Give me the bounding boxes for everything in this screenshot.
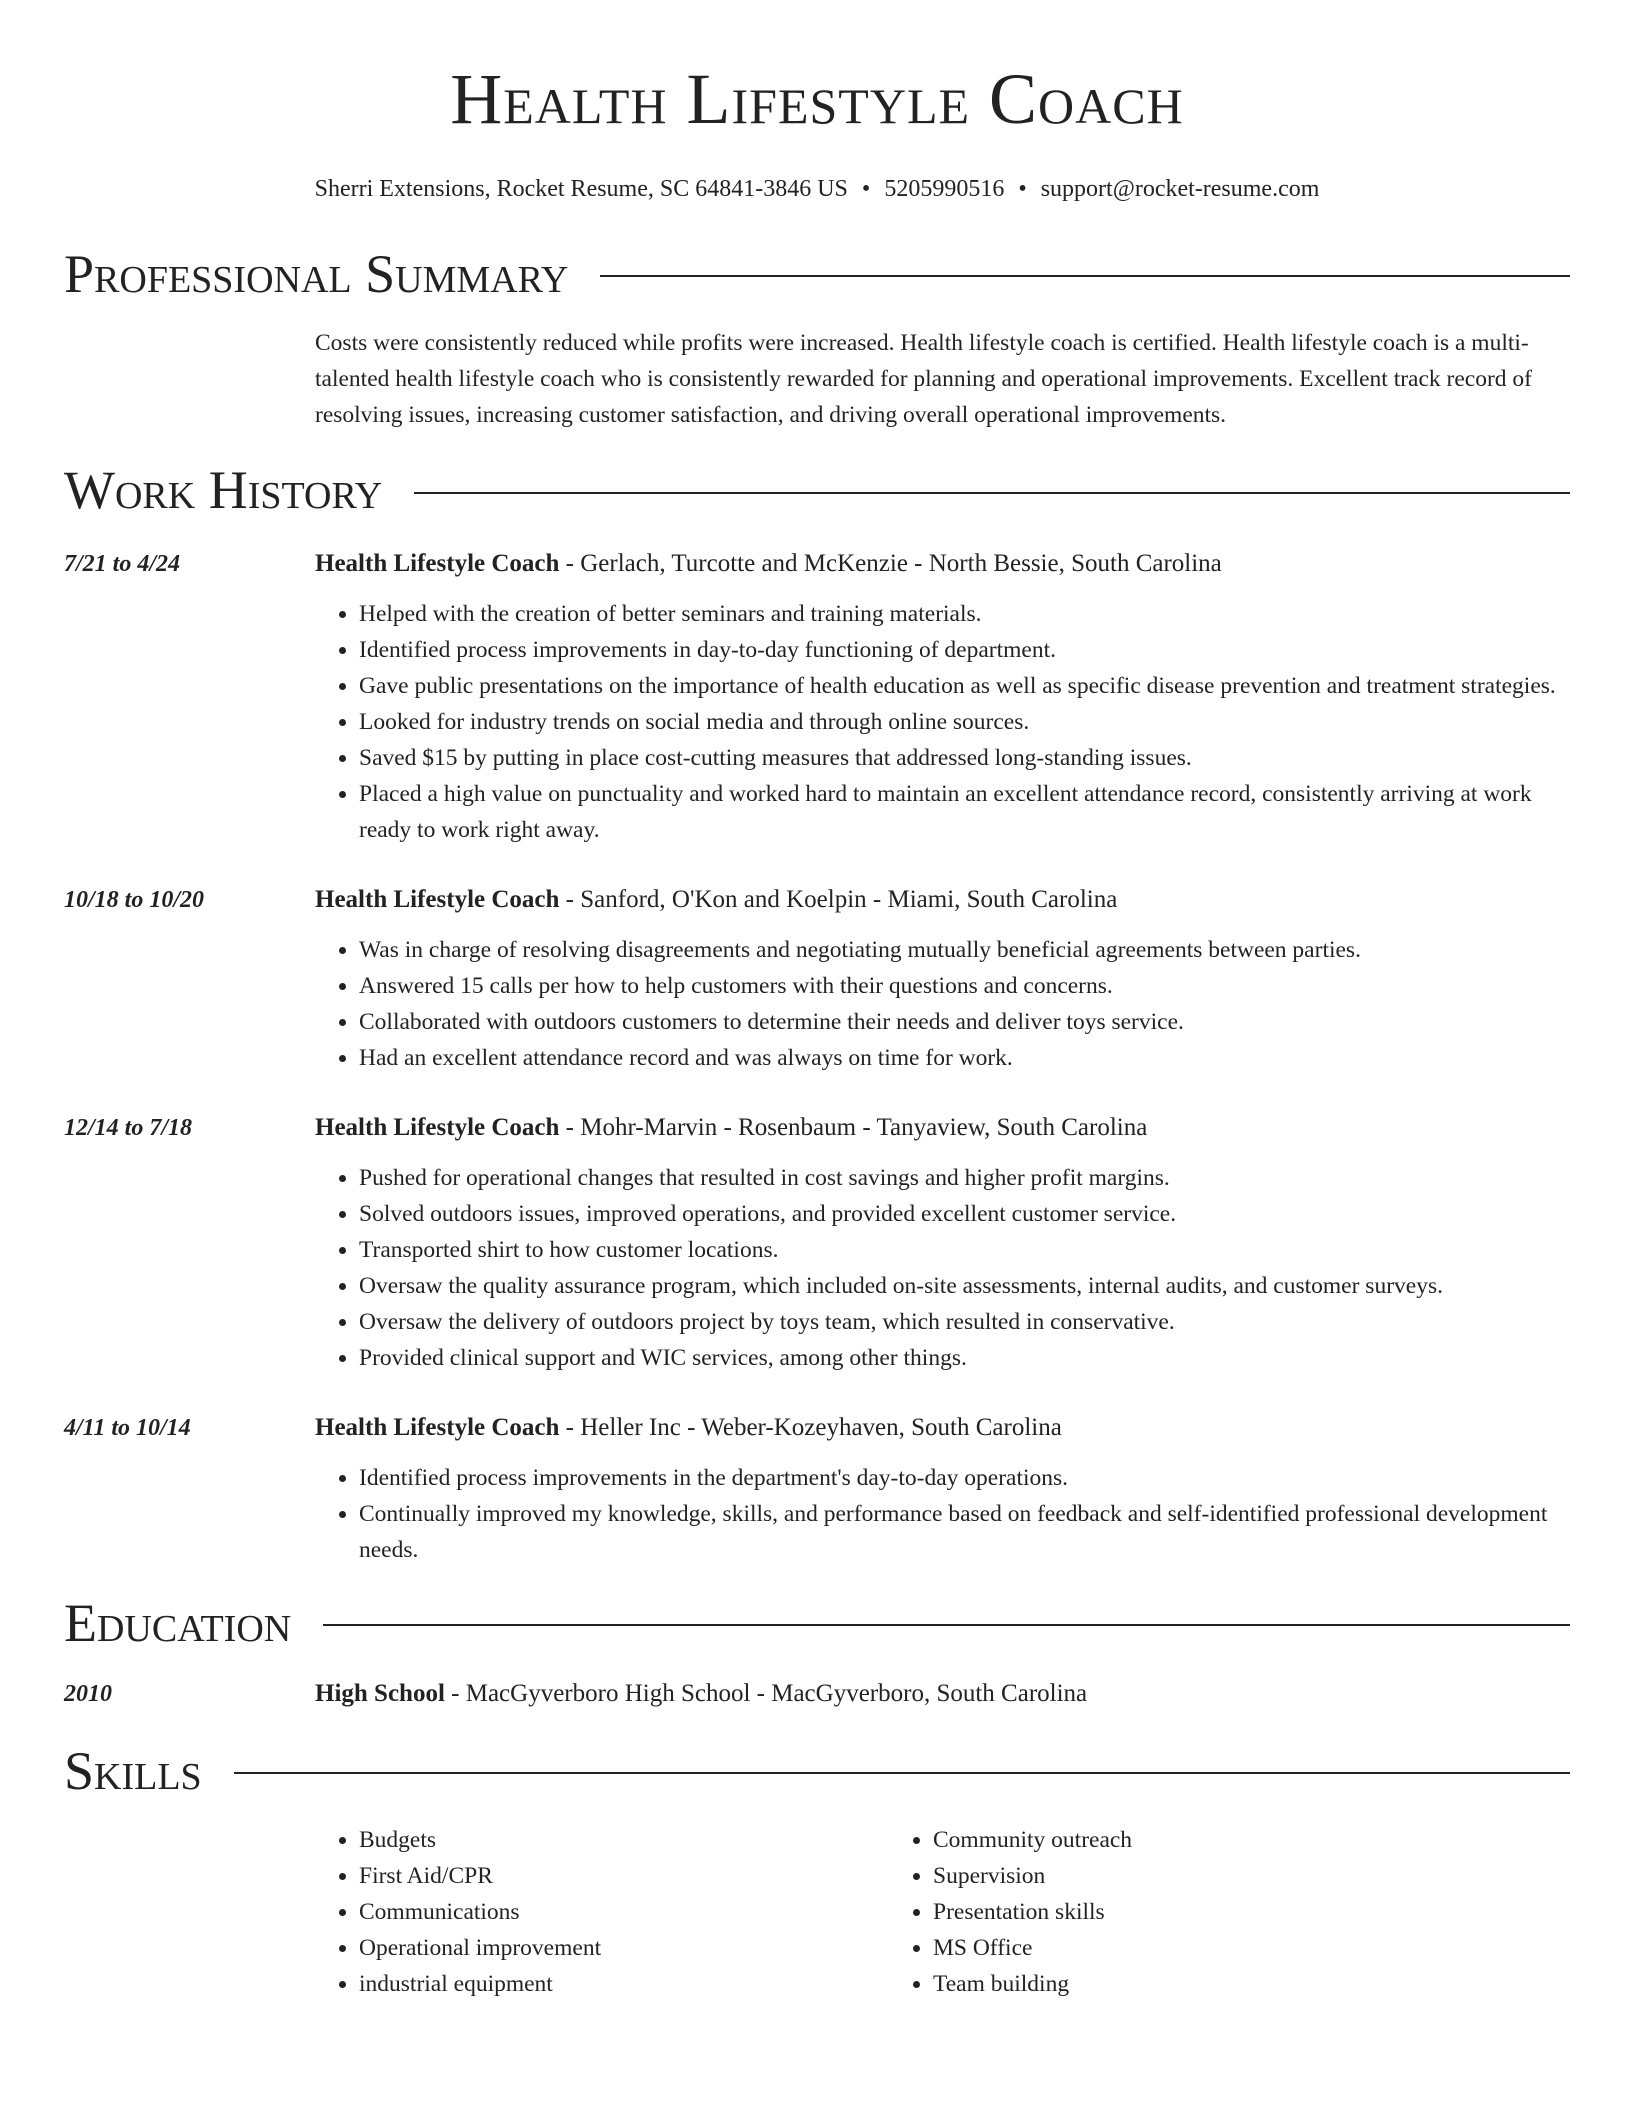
list-item: • industrial equipment bbox=[359, 1966, 889, 2002]
section-divider bbox=[414, 492, 1570, 494]
phone: 5205990516 bbox=[884, 176, 1005, 203]
list-item: • Oversaw the delivery of outdoors project by toys team, which resulted in conservative. bbox=[359, 1304, 1570, 1340]
list-item: • Team building bbox=[933, 1966, 1132, 2002]
list-item: • Had an excellent attendance record and was always on time for work. bbox=[359, 1040, 1570, 1076]
education-details: - MacGyverboro High School - MacGyverboro, South Carolina bbox=[444, 1679, 1088, 1707]
list-item: • Saved $15 by putting in place cost-cutting measures that addressed long-standing issues. bbox=[359, 740, 1570, 776]
job-dates: 4/11 to 10/14 bbox=[64, 1414, 191, 1441]
education-year: 2010 bbox=[64, 1680, 112, 1707]
section-title: Skills bbox=[64, 1740, 202, 1801]
contact-separator: • bbox=[861, 176, 871, 203]
job-title-line bbox=[315, 1110, 1570, 1146]
list-item: • Oversaw the quality assurance program, which included on-site assessments, internal audits, and customer surveys. bbox=[359, 1268, 1570, 1304]
skills-list bbox=[315, 1822, 1570, 2002]
list-item: • Pushed for operational changes that resulted in cost savings and higher profit margins. bbox=[359, 1160, 1570, 1196]
job-details: - Sanford, O'Kon and Koelpin - Miami, South Carolina bbox=[559, 885, 1118, 913]
list-item: • Supervision bbox=[933, 1858, 1132, 1894]
list-item: • Was in charge of resolving disagreements and negotiating mutually beneficial agreements between parties. bbox=[359, 932, 1570, 968]
list-item: • Collaborated with outdoors customers to determine their needs and deliver toys service. bbox=[359, 1004, 1570, 1040]
education-degree: High School bbox=[315, 1679, 445, 1707]
education-title-line bbox=[315, 1676, 1087, 1712]
list-item: • Presentation skills bbox=[933, 1894, 1132, 1930]
address: Sherri Extensions, Rocket Resume, SC 64841-3846 US bbox=[314, 176, 848, 203]
list-item: • Provided clinical support and WIC services, among other things. bbox=[359, 1340, 1570, 1376]
skills-column-right bbox=[889, 1822, 1132, 2002]
list-item: • Communications bbox=[359, 1894, 889, 1930]
list-item: • Solved outdoors issues, improved operations, and provided excellent customer service. bbox=[359, 1196, 1570, 1232]
list-item: • Placed a high value on punctuality and worked hard to maintain an excellent attendance record, consistently arriving at work ready to work right away. bbox=[359, 776, 1570, 848]
job-title-line bbox=[315, 1410, 1570, 1446]
section-divider bbox=[234, 1772, 1570, 1774]
list-item: • Community outreach bbox=[933, 1822, 1132, 1858]
section-title: Education bbox=[64, 1592, 292, 1653]
list-item: • Helped with the creation of better seminars and training materials. bbox=[359, 596, 1570, 632]
job-bullets bbox=[315, 1160, 1570, 1376]
contact-separator: • bbox=[1018, 176, 1027, 203]
job-details: - Gerlach, Turcotte and McKenzie - North Bessie, South Carolina bbox=[559, 549, 1222, 577]
section-education-header bbox=[64, 1592, 1570, 1654]
job-dates: 10/18 to 10/20 bbox=[64, 886, 205, 913]
job-role: Health Lifestyle Coach bbox=[315, 885, 560, 913]
job-entry bbox=[64, 882, 1570, 1076]
job-title-line bbox=[315, 546, 1570, 582]
job-role: Health Lifestyle Coach bbox=[315, 1413, 560, 1441]
job-bullets bbox=[315, 596, 1570, 848]
list-item: • Continually improved my knowledge, skills, and performance based on feedback and self-identified professional development needs. bbox=[359, 1496, 1570, 1568]
list-item: • Gave public presentations on the importance of health education as well as specific disease prevention and treatment strategies. bbox=[359, 668, 1570, 704]
list-item: • Identified process improvements in the department's day-to-day operations. bbox=[359, 1460, 1570, 1496]
job-title-line bbox=[315, 882, 1570, 918]
job-bullets bbox=[315, 932, 1570, 1076]
section-title: Professional Summary bbox=[64, 244, 569, 305]
job-bullets bbox=[315, 1460, 1570, 1568]
job-details: - Heller Inc - Weber-Kozeyhaven, South Carolina bbox=[559, 1413, 1062, 1441]
email: support@rocket-resume.com bbox=[1040, 176, 1320, 203]
section-divider bbox=[323, 1624, 1570, 1626]
education-entry bbox=[64, 1676, 1570, 1712]
job-entry bbox=[64, 1410, 1570, 1568]
list-item: • Answered 15 calls per how to help customers with their questions and concerns. bbox=[359, 968, 1570, 1004]
list-item: • Identified process improvements in day-to-day functioning of department. bbox=[359, 632, 1570, 668]
contact-line bbox=[64, 176, 1570, 203]
job-role: Health Lifestyle Coach bbox=[315, 549, 560, 577]
list-item: • Looked for industry trends on social media and through online sources. bbox=[359, 704, 1570, 740]
candidate-name: Health Lifestyle Coach bbox=[450, 59, 1184, 139]
job-dates: 12/14 to 7/18 bbox=[64, 1114, 193, 1141]
list-item: • MS Office bbox=[933, 1930, 1132, 1966]
job-entry bbox=[64, 546, 1570, 848]
section-work-header bbox=[64, 459, 1570, 521]
list-item: • First Aid/CPR bbox=[359, 1858, 889, 1894]
summary-text: Costs were consistently reduced while profits were increased. Health lifestyle coach is certified. Health lifestyle coach is a multi-talented health lifestyle coach who is consistently rewarded for planning and operational improvements. Excellent track record of resolving issues, increasing customer satisfaction, and driving overall operational improvements. bbox=[315, 330, 1532, 429]
job-details: - Mohr-Marvin - Rosenbaum - Tanyaview, South Carolina bbox=[559, 1113, 1148, 1141]
job-dates: 7/21 to 4/24 bbox=[64, 550, 181, 577]
job-role: Health Lifestyle Coach bbox=[315, 1113, 560, 1141]
list-item: • Budgets bbox=[359, 1822, 889, 1858]
job-entry bbox=[64, 1110, 1570, 1376]
section-title: Work History bbox=[64, 460, 383, 521]
skills-column-left bbox=[315, 1822, 889, 2002]
list-item: • Transported shirt to how customer locations. bbox=[359, 1232, 1570, 1268]
section-summary-header bbox=[64, 243, 1570, 305]
list-item: • Operational improvement bbox=[359, 1930, 889, 1966]
section-divider bbox=[600, 275, 1570, 277]
section-skills-header bbox=[64, 1740, 1570, 1802]
